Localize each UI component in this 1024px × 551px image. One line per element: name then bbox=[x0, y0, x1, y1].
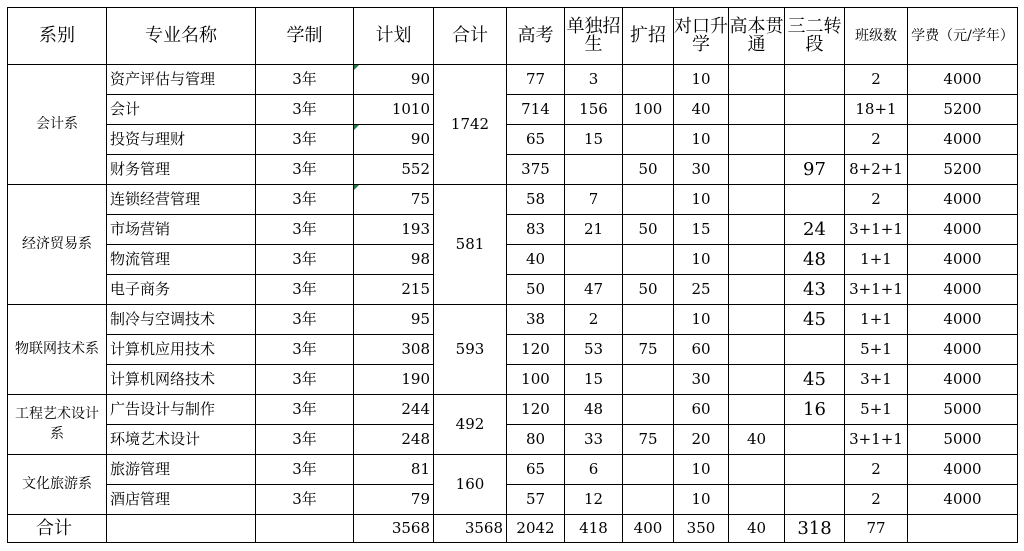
fee-cell[interactable]: 4000 bbox=[908, 275, 1018, 305]
sane-cell[interactable] bbox=[785, 425, 845, 455]
years-cell[interactable]: 3年 bbox=[256, 335, 354, 365]
dandu-cell[interactable]: 12 bbox=[565, 485, 623, 515]
dandu-cell[interactable] bbox=[565, 245, 623, 275]
major-cell[interactable]: 财务管理 bbox=[107, 155, 256, 185]
plan-cell[interactable]: 81 bbox=[354, 455, 434, 485]
years-cell[interactable]: 3年 bbox=[256, 95, 354, 125]
plan-cell[interactable]: 552 bbox=[354, 155, 434, 185]
total-gaoben-cell[interactable]: 40 bbox=[729, 515, 785, 543]
gaokao-cell[interactable]: 40 bbox=[507, 245, 565, 275]
gaokao-cell[interactable]: 100 bbox=[507, 365, 565, 395]
years-cell[interactable]: 3年 bbox=[256, 155, 354, 185]
classes-cell[interactable]: 2 bbox=[845, 65, 908, 95]
kuozhao-cell[interactable]: 75 bbox=[623, 335, 674, 365]
major-cell[interactable]: 酒店管理 bbox=[107, 485, 256, 515]
years-cell[interactable]: 3年 bbox=[256, 245, 354, 275]
table-row bbox=[8, 155, 1018, 185]
major-cell[interactable]: 投资与理财 bbox=[107, 125, 256, 155]
header-cell[interactable]: 学费（元/学年） bbox=[908, 8, 1018, 65]
total-sum-cell[interactable]: 3568 bbox=[434, 515, 507, 543]
fee-cell[interactable]: 5200 bbox=[908, 155, 1018, 185]
years-cell[interactable]: 3年 bbox=[256, 275, 354, 305]
dept-cell[interactable]: 文化旅游系 bbox=[8, 455, 107, 515]
sane-cell[interactable]: 97 bbox=[785, 155, 845, 185]
gaoben-cell[interactable] bbox=[729, 455, 785, 485]
table-row bbox=[8, 275, 1018, 305]
plan-cell[interactable]: 1010 bbox=[354, 95, 434, 125]
years-cell[interactable]: 3年 bbox=[256, 425, 354, 455]
dept-total-cell[interactable]: 593 bbox=[434, 305, 507, 395]
total-gaokao-cell[interactable]: 2042 bbox=[507, 515, 565, 543]
sane-cell[interactable] bbox=[785, 485, 845, 515]
total-duikou-cell[interactable]: 350 bbox=[674, 515, 729, 543]
header-cell[interactable]: 计划 bbox=[354, 8, 434, 65]
fee-cell[interactable]: 4000 bbox=[908, 65, 1018, 95]
kuozhao-cell[interactable] bbox=[623, 485, 674, 515]
gaokao-cell[interactable]: 65 bbox=[507, 125, 565, 155]
kuozhao-cell[interactable]: 75 bbox=[623, 425, 674, 455]
plan-cell[interactable]: 98 bbox=[354, 245, 434, 275]
gaokao-cell[interactable]: 58 bbox=[507, 185, 565, 215]
empty-cell bbox=[107, 515, 256, 543]
total-row bbox=[8, 515, 1018, 543]
plan-cell[interactable]: 215 bbox=[354, 275, 434, 305]
table-row bbox=[8, 215, 1018, 245]
duikou-cell[interactable]: 10 bbox=[674, 65, 729, 95]
classes-cell[interactable]: 5+1 bbox=[845, 395, 908, 425]
fee-cell[interactable]: 5000 bbox=[908, 425, 1018, 455]
gaokao-cell[interactable]: 65 bbox=[507, 455, 565, 485]
plan-cell[interactable]: 79 bbox=[354, 485, 434, 515]
fee-cell[interactable]: 4000 bbox=[908, 365, 1018, 395]
gaokao-cell[interactable]: 120 bbox=[507, 335, 565, 365]
fee-cell[interactable]: 5000 bbox=[908, 395, 1018, 425]
major-cell[interactable]: 连锁经营管理 bbox=[107, 185, 256, 215]
gaokao-cell[interactable]: 77 bbox=[507, 65, 565, 95]
table-row bbox=[8, 395, 1018, 425]
table-row bbox=[8, 95, 1018, 125]
classes-cell[interactable]: 3+1+1 bbox=[845, 275, 908, 305]
years-cell[interactable]: 3年 bbox=[256, 215, 354, 245]
gaokao-cell[interactable]: 375 bbox=[507, 155, 565, 185]
dandu-cell[interactable]: 156 bbox=[565, 95, 623, 125]
plan-cell[interactable]: 244 bbox=[354, 395, 434, 425]
classes-cell[interactable]: 18+1 bbox=[845, 95, 908, 125]
sane-cell[interactable] bbox=[785, 455, 845, 485]
kuozhao-cell[interactable]: 100 bbox=[623, 95, 674, 125]
gaoben-cell[interactable] bbox=[729, 65, 785, 95]
header-cell[interactable]: 扩招 bbox=[623, 8, 674, 65]
gaoben-cell[interactable]: 40 bbox=[729, 425, 785, 455]
empty-cell bbox=[908, 515, 1018, 543]
fee-cell[interactable]: 4000 bbox=[908, 455, 1018, 485]
major-cell[interactable]: 计算机网络技术 bbox=[107, 365, 256, 395]
kuozhao-cell[interactable]: 50 bbox=[623, 275, 674, 305]
total-sane-cell[interactable]: 318 bbox=[785, 515, 845, 543]
empty-cell bbox=[256, 515, 354, 543]
dept-total-cell[interactable]: 581 bbox=[434, 185, 507, 305]
table-row bbox=[8, 305, 1018, 335]
plan-cell[interactable]: 193 bbox=[354, 215, 434, 245]
dept-cell[interactable]: 物联网技术系 bbox=[8, 305, 107, 395]
table-row bbox=[8, 125, 1018, 155]
total-classes-cell[interactable]: 77 bbox=[845, 515, 908, 543]
duikou-cell[interactable]: 10 bbox=[674, 305, 729, 335]
table-row bbox=[8, 185, 1018, 215]
major-cell[interactable]: 广告设计与制作 bbox=[107, 395, 256, 425]
table-row bbox=[8, 455, 1018, 485]
years-cell[interactable]: 3年 bbox=[256, 455, 354, 485]
kuozhao-cell[interactable] bbox=[623, 305, 674, 335]
kuozhao-cell[interactable] bbox=[623, 65, 674, 95]
header-cell[interactable]: 学制 bbox=[256, 8, 354, 65]
sane-cell[interactable] bbox=[785, 65, 845, 95]
dandu-cell[interactable]: 3 bbox=[565, 65, 623, 95]
dandu-cell[interactable]: 15 bbox=[565, 125, 623, 155]
gaoben-cell[interactable] bbox=[729, 185, 785, 215]
major-cell[interactable]: 制冷与空调技术 bbox=[107, 305, 256, 335]
fee-cell[interactable]: 4000 bbox=[908, 485, 1018, 515]
dandu-cell[interactable]: 47 bbox=[565, 275, 623, 305]
header-cell[interactable]: 专业名称 bbox=[107, 8, 256, 65]
sane-cell[interactable]: 48 bbox=[785, 245, 845, 275]
dept-cell[interactable]: 会计系 bbox=[8, 65, 107, 185]
fee-cell[interactable]: 4000 bbox=[908, 125, 1018, 155]
duikou-cell[interactable]: 10 bbox=[674, 125, 729, 155]
classes-cell[interactable]: 2 bbox=[845, 485, 908, 515]
duikou-cell[interactable]: 40 bbox=[674, 95, 729, 125]
kuozhao-cell[interactable] bbox=[623, 365, 674, 395]
major-cell[interactable]: 市场营销 bbox=[107, 215, 256, 245]
header-cell[interactable]: 单独招生 bbox=[565, 8, 623, 65]
kuozhao-cell[interactable] bbox=[623, 245, 674, 275]
classes-cell[interactable]: 2 bbox=[845, 125, 908, 155]
plan-cell[interactable]: 75 bbox=[354, 185, 434, 215]
gaoben-cell[interactable] bbox=[729, 365, 785, 395]
gaoben-cell[interactable] bbox=[729, 275, 785, 305]
gaokao-cell[interactable]: 714 bbox=[507, 95, 565, 125]
plan-cell[interactable]: 248 bbox=[354, 425, 434, 455]
major-cell[interactable]: 计算机应用技术 bbox=[107, 335, 256, 365]
gaoben-cell[interactable] bbox=[729, 215, 785, 245]
kuozhao-cell[interactable] bbox=[623, 185, 674, 215]
dandu-cell[interactable]: 6 bbox=[565, 455, 623, 485]
fee-cell[interactable]: 5200 bbox=[908, 95, 1018, 125]
major-cell[interactable]: 资产评估与管理 bbox=[107, 65, 256, 95]
duikou-cell[interactable]: 30 bbox=[674, 155, 729, 185]
table-row bbox=[8, 65, 1018, 95]
plan-cell[interactable]: 90 bbox=[354, 125, 434, 155]
kuozhao-cell[interactable]: 50 bbox=[623, 155, 674, 185]
dandu-cell[interactable]: 33 bbox=[565, 425, 623, 455]
table-row bbox=[8, 335, 1018, 365]
classes-cell[interactable]: 8+2+1 bbox=[845, 155, 908, 185]
sane-cell[interactable]: 45 bbox=[785, 305, 845, 335]
classes-cell[interactable]: 1+1 bbox=[845, 305, 908, 335]
total-label-cell[interactable]: 合计 bbox=[8, 515, 107, 543]
header-cell[interactable]: 对口升学 bbox=[674, 8, 729, 65]
gaokao-cell[interactable]: 50 bbox=[507, 275, 565, 305]
plan-cell[interactable]: 190 bbox=[354, 365, 434, 395]
duikou-cell[interactable]: 25 bbox=[674, 275, 729, 305]
header-cell[interactable]: 高考 bbox=[507, 8, 565, 65]
duikou-cell[interactable]: 20 bbox=[674, 425, 729, 455]
sane-cell[interactable] bbox=[785, 95, 845, 125]
kuozhao-cell[interactable] bbox=[623, 395, 674, 425]
classes-cell[interactable]: 2 bbox=[845, 455, 908, 485]
years-cell[interactable]: 3年 bbox=[256, 395, 354, 425]
header-cell[interactable]: 系别 bbox=[8, 8, 107, 65]
kuozhao-cell[interactable]: 50 bbox=[623, 215, 674, 245]
duikou-cell[interactable]: 60 bbox=[674, 395, 729, 425]
total-plan-cell[interactable]: 3568 bbox=[354, 515, 434, 543]
classes-cell[interactable]: 2 bbox=[845, 185, 908, 215]
dandu-cell[interactable]: 21 bbox=[565, 215, 623, 245]
enrollment-plan-table bbox=[7, 7, 1018, 543]
gaoben-cell[interactable] bbox=[729, 335, 785, 365]
fee-cell[interactable]: 4000 bbox=[908, 335, 1018, 365]
classes-cell[interactable]: 3+1+1 bbox=[845, 215, 908, 245]
dandu-cell[interactable]: 7 bbox=[565, 185, 623, 215]
dandu-cell[interactable] bbox=[565, 155, 623, 185]
plan-cell[interactable]: 95 bbox=[354, 305, 434, 335]
years-cell[interactable]: 3年 bbox=[256, 125, 354, 155]
sane-cell[interactable] bbox=[785, 185, 845, 215]
dandu-cell[interactable]: 48 bbox=[565, 395, 623, 425]
fee-cell[interactable]: 4000 bbox=[908, 245, 1018, 275]
dept-total-cell[interactable]: 160 bbox=[434, 455, 507, 515]
duikou-cell[interactable]: 10 bbox=[674, 485, 729, 515]
classes-cell[interactable]: 1+1 bbox=[845, 245, 908, 275]
sane-cell[interactable] bbox=[785, 125, 845, 155]
years-cell[interactable]: 3年 bbox=[256, 365, 354, 395]
major-cell[interactable]: 会计 bbox=[107, 95, 256, 125]
duikou-cell[interactable]: 60 bbox=[674, 335, 729, 365]
gaoben-cell[interactable] bbox=[729, 305, 785, 335]
major-cell[interactable]: 环境艺术设计 bbox=[107, 425, 256, 455]
classes-cell[interactable]: 3+1 bbox=[845, 365, 908, 395]
gaokao-cell[interactable]: 38 bbox=[507, 305, 565, 335]
gaoben-cell[interactable] bbox=[729, 125, 785, 155]
dandu-cell[interactable]: 53 bbox=[565, 335, 623, 365]
classes-cell[interactable]: 5+1 bbox=[845, 335, 908, 365]
gaoben-cell[interactable] bbox=[729, 95, 785, 125]
fee-cell[interactable]: 4000 bbox=[908, 215, 1018, 245]
duikou-cell[interactable]: 10 bbox=[674, 245, 729, 275]
gaoben-cell[interactable] bbox=[729, 395, 785, 425]
table-row bbox=[8, 485, 1018, 515]
sane-cell[interactable]: 24 bbox=[785, 215, 845, 245]
major-cell[interactable]: 旅游管理 bbox=[107, 455, 256, 485]
header-cell[interactable]: 高本贯通 bbox=[729, 8, 785, 65]
duikou-cell[interactable]: 10 bbox=[674, 185, 729, 215]
total-dandu-cell[interactable]: 418 bbox=[565, 515, 623, 543]
years-cell[interactable]: 3年 bbox=[256, 185, 354, 215]
gaokao-cell[interactable]: 57 bbox=[507, 485, 565, 515]
header-cell[interactable]: 三二转段 bbox=[785, 8, 845, 65]
sane-cell[interactable] bbox=[785, 335, 845, 365]
gaoben-cell[interactable] bbox=[729, 485, 785, 515]
major-cell[interactable]: 电子商务 bbox=[107, 275, 256, 305]
dept-total-cell[interactable]: 1742 bbox=[434, 65, 507, 185]
gaokao-cell[interactable]: 80 bbox=[507, 425, 565, 455]
kuozhao-cell[interactable] bbox=[623, 455, 674, 485]
years-cell[interactable]: 3年 bbox=[256, 305, 354, 335]
major-cell[interactable]: 物流管理 bbox=[107, 245, 256, 275]
sane-cell[interactable]: 45 bbox=[785, 365, 845, 395]
table-row bbox=[8, 245, 1018, 275]
gaokao-cell[interactable]: 120 bbox=[507, 395, 565, 425]
plan-cell[interactable]: 90 bbox=[354, 65, 434, 95]
fee-cell[interactable]: 4000 bbox=[908, 305, 1018, 335]
kuozhao-cell[interactable] bbox=[623, 125, 674, 155]
dandu-cell[interactable]: 2 bbox=[565, 305, 623, 335]
dandu-cell[interactable]: 15 bbox=[565, 365, 623, 395]
sane-cell[interactable]: 43 bbox=[785, 275, 845, 305]
header-row bbox=[8, 8, 1018, 65]
gaoben-cell[interactable] bbox=[729, 245, 785, 275]
years-cell[interactable]: 3年 bbox=[256, 65, 354, 95]
sane-cell[interactable]: 16 bbox=[785, 395, 845, 425]
dept-cell[interactable]: 工程艺术设计系 bbox=[8, 395, 107, 455]
table-body bbox=[8, 65, 1018, 543]
duikou-cell[interactable]: 10 bbox=[674, 455, 729, 485]
classes-cell[interactable]: 3+1+1 bbox=[845, 425, 908, 455]
duikou-cell[interactable]: 30 bbox=[674, 365, 729, 395]
dept-total-cell[interactable]: 492 bbox=[434, 395, 507, 455]
table-row bbox=[8, 425, 1018, 455]
gaoben-cell[interactable] bbox=[729, 155, 785, 185]
table-row bbox=[8, 365, 1018, 395]
plan-cell[interactable]: 308 bbox=[354, 335, 434, 365]
header-cell[interactable]: 合计 bbox=[434, 8, 507, 65]
gaokao-cell[interactable]: 83 bbox=[507, 215, 565, 245]
years-cell[interactable]: 3年 bbox=[256, 485, 354, 515]
header-cell[interactable]: 班级数 bbox=[845, 8, 908, 65]
total-kuozhao-cell[interactable]: 400 bbox=[623, 515, 674, 543]
dept-cell[interactable]: 经济贸易系 bbox=[8, 185, 107, 305]
duikou-cell[interactable]: 15 bbox=[674, 215, 729, 245]
enrollment-plan-sheet bbox=[7, 7, 1018, 543]
fee-cell[interactable]: 4000 bbox=[908, 185, 1018, 215]
